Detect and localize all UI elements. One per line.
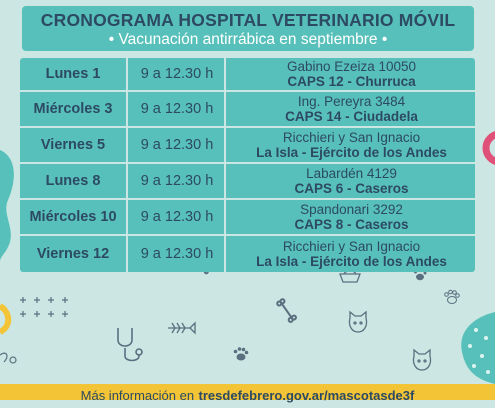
- table-row: [20, 162, 475, 198]
- time-cell: 9 a 12.30 h: [126, 164, 226, 198]
- place-cell: [224, 58, 477, 90]
- food-bowl-icon: [340, 271, 360, 282]
- day-cell: Viernes 5: [40, 137, 106, 153]
- yellow-arc-shape: [0, 306, 8, 332]
- fishbone-icon: [168, 323, 195, 333]
- address-text: Spandonari 3292: [300, 202, 403, 217]
- table-row: [20, 90, 475, 126]
- address-text: Ing. Pereyra 3484: [297, 94, 406, 109]
- footer-text: Más información en: [80, 388, 195, 403]
- time-cell: 9 a 12.30 h: [126, 128, 226, 162]
- address-text: Labardén 4129: [306, 166, 397, 181]
- bone-icon: [276, 298, 296, 322]
- address-text: Gabino Ezeiza 10050: [286, 59, 417, 74]
- table-row: [20, 198, 475, 234]
- address-text: Ricchieri y San Ignacio: [282, 130, 421, 145]
- place-cell: [224, 92, 477, 126]
- paw-icon: [234, 347, 249, 360]
- left-blob-stripe: [0, 353, 7, 362]
- center-text: La Isla - Ejército de los Andes: [256, 145, 447, 160]
- left-dot: [10, 357, 16, 363]
- page-subtitle: • Vacunación antirrábica en septiembre •: [108, 31, 388, 48]
- time-cell: 9 a 12.30 h: [126, 58, 226, 90]
- day-cell: Viernes 12: [36, 246, 110, 262]
- day-cell: Lunes 1: [45, 66, 101, 82]
- place-cell: [224, 164, 477, 198]
- place-cell: [224, 200, 477, 234]
- center-text: CAPS 14 - Ciudadela: [285, 109, 418, 124]
- header-banner: [22, 6, 474, 51]
- schedule-table: [20, 58, 475, 272]
- table-row: [20, 126, 475, 162]
- page-title: CRONOGRAMA HOSPITAL VETERINARIO MÓVIL: [40, 10, 456, 30]
- footer-link[interactable]: tresdefebrero.gov.ar/mascotasde3f: [198, 388, 415, 403]
- stethoscope-icon: [118, 328, 142, 361]
- center-text: CAPS 12 - Churruca: [287, 74, 416, 89]
- address-text: Ricchieri y San Ignacio: [282, 239, 421, 254]
- paw-icon: [445, 290, 460, 303]
- day-cell: Miércoles 10: [29, 209, 117, 225]
- right-blob-shape: [461, 312, 495, 384]
- plus-pattern-icon: [20, 297, 68, 317]
- time-cell: 9 a 12.30 h: [126, 236, 226, 272]
- time-cell: 9 a 12.30 h: [126, 200, 226, 234]
- center-text: CAPS 8 - Caseros: [294, 217, 409, 232]
- place-cell: [224, 236, 477, 272]
- footer-banner: [0, 384, 495, 403]
- left-blob-shape: [0, 150, 14, 262]
- day-cell: Miércoles 3: [33, 101, 113, 117]
- pink-ring-shape: [486, 134, 495, 162]
- center-text: La Isla - Ejército de los Andes: [256, 254, 447, 269]
- time-cell: 9 a 12.30 h: [126, 92, 226, 126]
- cat-face-icon: [349, 312, 366, 332]
- place-cell: [224, 128, 477, 162]
- cat-face-icon: [413, 350, 430, 370]
- table-row: [20, 58, 475, 90]
- center-text: CAPS 6 - Caseros: [294, 181, 409, 196]
- table-row: [20, 234, 475, 272]
- day-cell: Lunes 8: [45, 173, 101, 189]
